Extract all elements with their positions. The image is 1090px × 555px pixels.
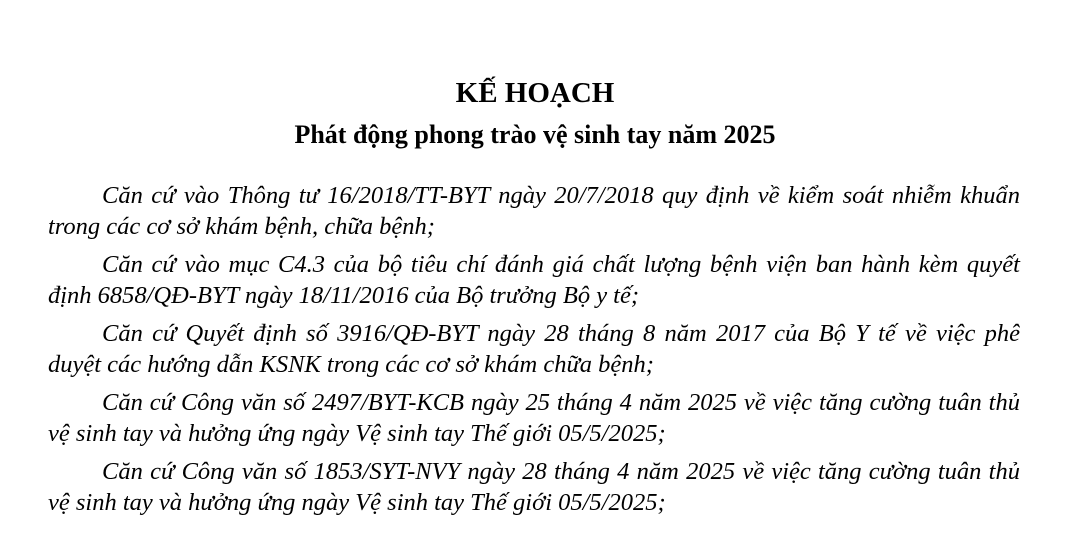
document-title: KẾ HOẠCH <box>455 77 615 109</box>
legal-basis-paragraph: Căn cứ vào mục C4.3 của bộ tiêu chí đánh giá chất lượng bệnh viện ban hành kèm quyết định 6858/QĐ-BYT ngày 18/11/2016 của Bộ trưởng Bộ y tế; <box>48 251 1020 309</box>
document-subtitle: Phát động phong trào vệ sinh tay năm 2025 <box>294 120 776 149</box>
legal-basis-paragraph: Căn cứ Công văn số 2497/BYT-KCB ngày 25 tháng 4 năm 2025 về việc tăng cường tuân thủ vệ sinh tay và hưởng ứng ngày Vệ sinh tay Thế giới 05/5/2025; <box>48 389 1020 447</box>
legal-basis-paragraph: Căn cứ Công văn số 1853/SYT-NVY ngày 28 tháng 4 năm 2025 về việc tăng cường tuân thủ vệ sinh tay và hưởng ứng ngày Vệ sinh tay Thế giới 05/5/2025; <box>48 458 1020 516</box>
legal-basis-list <box>48 180 1020 525</box>
legal-basis-paragraph: Căn cứ vào Thông tư 16/2018/TT-BYT ngày 20/7/2018 quy định về kiểm soát nhiễm khuẩn trong các cơ sở khám bệnh, chữa bệnh; <box>48 182 1020 240</box>
legal-basis-paragraph: Căn cứ Quyết định số 3916/QĐ-BYT ngày 28 tháng 8 năm 2017 của Bộ Y tế về việc phê duyệt các hướng dẫn KSNK trong các cơ sở khám chữa bệnh; <box>48 320 1020 378</box>
